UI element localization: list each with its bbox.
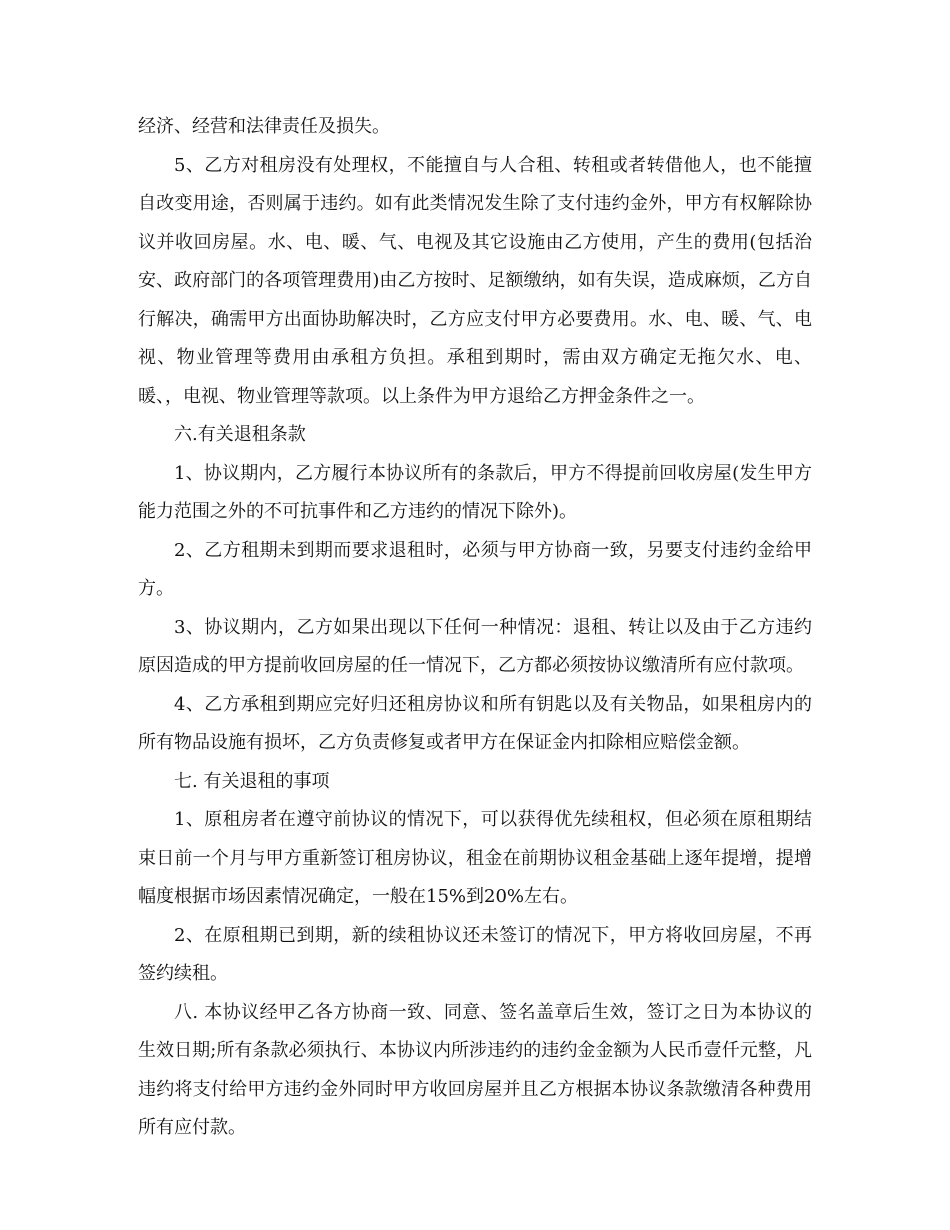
paragraph-6-2: 2、乙方租期未到期而要求退租时，必须与甲方协商一致，另要支付违约金给甲方。 [138,539,812,599]
paragraph-7-2: 2、在原租期已到期，新的续租协议还未签订的情况下，甲方将收回房屋，不再签约续租。 [138,924,812,984]
paragraph-7-1: 1、原租房者在遵守前协议的情况下，可以获得优先续租权，但必须在原租期结束日前一个月与甲方重新签订租房协议，租金在前期协议租金基础上逐年提增，提增幅度根据市场因素情况确定，一般在15%到20%左右。 [138,809,812,907]
paragraph-section-8: 八. 本协议经甲乙各方协商一致、同意、签名盖章后生效，签订之日为本协议的生效日期;所有条款必须执行、本协议内所涉违约的违约金金额为人民币壹仟元整，凡违约将支付给甲方违约金外同时甲方收回房屋并且乙方根据本协议条款缴清各种费用所有应付款。 [138,1001,812,1138]
paragraph-continuation: 经济、经营和法律责任及损失。 [138,116,390,137]
paragraph-6-3: 3、协议期内，乙方如果出现以下任何一种情况：退租、转让以及由于乙方违约原因造成的甲方提前收回房屋的任一情况下，乙方都必须按协议缴清所有应付款项。 [138,616,812,676]
paragraph-clause-5: 5、乙方对租房没有处理权，不能擅自与人合租、转租或者转借他人，也不能擅自改变用途，否则属于违约。如有此类情况发生除了支付违约金外，甲方有权解除协议并收回房屋。水、电、暖、气、电视及其它设施由乙方使用，产生的费用(包括治安、政府部门的各项管理费用)由乙方按时、足额缴纳，如有失误，造成麻烦，乙方自行解决，确需甲方出面协助解决时，乙方应支付甲方必要费用。水、电、暖、气、电视、物业管理等费用由承租方负担。承租到期时，需由双方确定无拖欠水、电、暖、，电视、物业管理等款项。以上条件为甲方退给乙方押金条件之一。 [138,154,812,407]
section-heading-7: 七. 有关退租的事项 [174,770,330,792]
document-body [138,108,812,1148]
paragraph-6-1: 1、协议期内，乙方履行本协议所有的条款后，甲方不得提前回收房屋(发生甲方能力范围之外的不可抗事件和乙方违约的情况下除外)。 [138,462,812,522]
section-heading-6: 六.有关退租条款 [174,424,306,445]
paragraph-6-4: 4、乙方承租到期应完好归还租房协议和所有钥匙以及有关物品，如果租房内的所有物品设施有损坏，乙方负责修复或者甲方在保证金内扣除相应赔偿金额。 [138,693,812,753]
